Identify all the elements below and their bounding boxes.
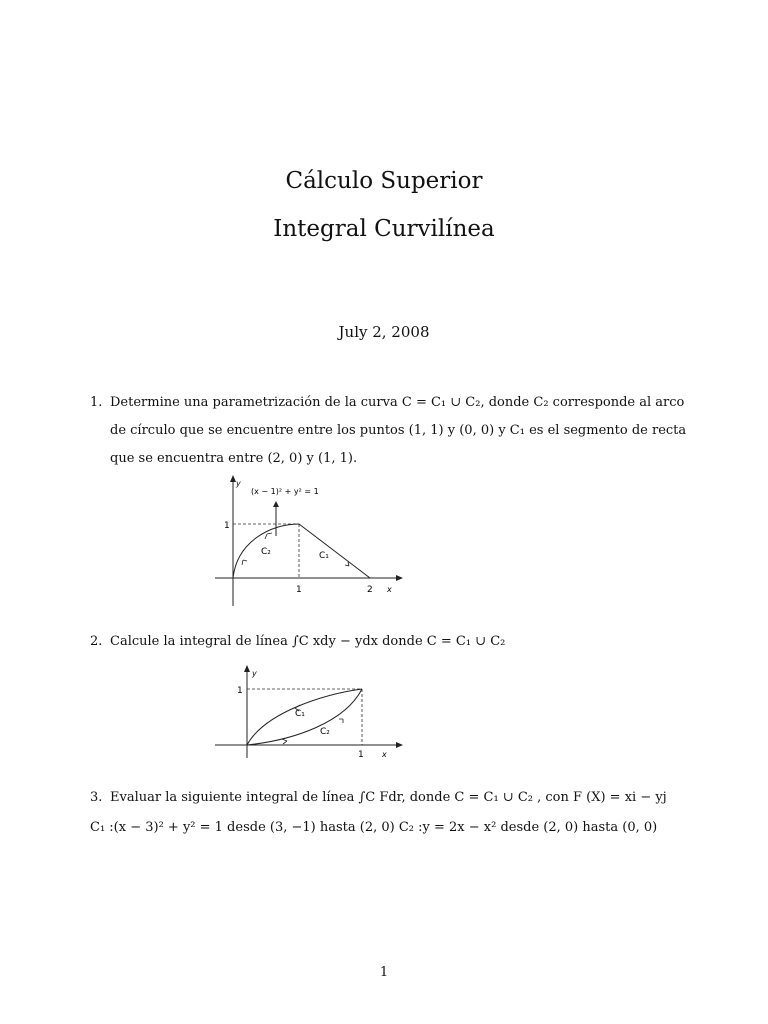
problem-1-number: 1.: [90, 395, 103, 410]
fig1-y-label: y: [236, 479, 241, 488]
fig1-arrow-c2: [265, 533, 272, 539]
fig1-tick-x1: 1: [296, 585, 302, 595]
fig1-label-c1: C₁: [319, 551, 329, 561]
fig1-pointer-head: [273, 501, 279, 507]
figure-1: [215, 472, 405, 610]
fig2-arrow-c2b: [339, 719, 343, 723]
problem-2-line-1: Calcule la integral de línea ∫C xdy − ydx donde C = C₁ ∪ C₂: [110, 634, 506, 649]
fig2-x-axis-arrow: [396, 742, 403, 748]
fig1-x-label: x: [387, 585, 392, 594]
fig1-tick-y1: 1: [224, 521, 230, 531]
fig1-label-c2: C₂: [261, 547, 271, 557]
fig2-y-label: y: [252, 669, 257, 678]
page-number: 1: [379, 965, 389, 980]
fig1-equation: (x − 1)² + y² = 1: [251, 487, 319, 496]
fig2-label-c2: C₂: [320, 727, 330, 737]
fig2-x-label: x: [382, 750, 387, 759]
problem-3-line-1: Evaluar la siguiente integral de línea ∫C Fdr, donde C = C₁ ∪ C₂ , con F (X) = xi − yj: [110, 790, 667, 805]
problem-3-line-2: C₁ :(x − 3)² + y² = 1 desde (3, −1) hasta (2, 0) C₂ :y = 2x − x² desde (2, 0) hasta (0, 0): [90, 820, 658, 835]
fig1-x-axis-arrow: [396, 575, 403, 581]
problem-3-number: 3.: [90, 790, 103, 805]
fig1-tick-x2: 2: [367, 585, 373, 595]
figure-2: [215, 662, 405, 762]
fig2-y-axis-arrow: [244, 665, 250, 672]
problem-1-line-1: Determine una parametrización de la curva C = C₁ ∪ C₂, donde C₂ corresponde al arco: [110, 395, 685, 410]
problem-1-line-2: de círculo que se encuentre entre los puntos (1, 1) y (0, 0) y C₁ es el segmento de recta: [110, 423, 687, 438]
problem-2-number: 2.: [90, 634, 103, 649]
fig2-label-c1: C₁: [295, 709, 305, 719]
document-title: Cálculo Superior: [285, 168, 483, 194]
fig2-tick-x1: 1: [358, 750, 364, 760]
fig2-arrow-c2: [282, 739, 287, 744]
document-subtitle: Integral Curvilínea: [273, 216, 495, 242]
fig1-arrow-c2b: [242, 560, 247, 565]
fig1-arrow-c1: [345, 562, 349, 566]
problem-1-line-3: que se encuentra entre (2, 0) y (1, 1).: [110, 451, 358, 466]
fig2-tick-y1: 1: [237, 686, 243, 696]
document-date: July 2, 2008: [338, 323, 430, 341]
fig1-curve-c1: [299, 524, 370, 578]
